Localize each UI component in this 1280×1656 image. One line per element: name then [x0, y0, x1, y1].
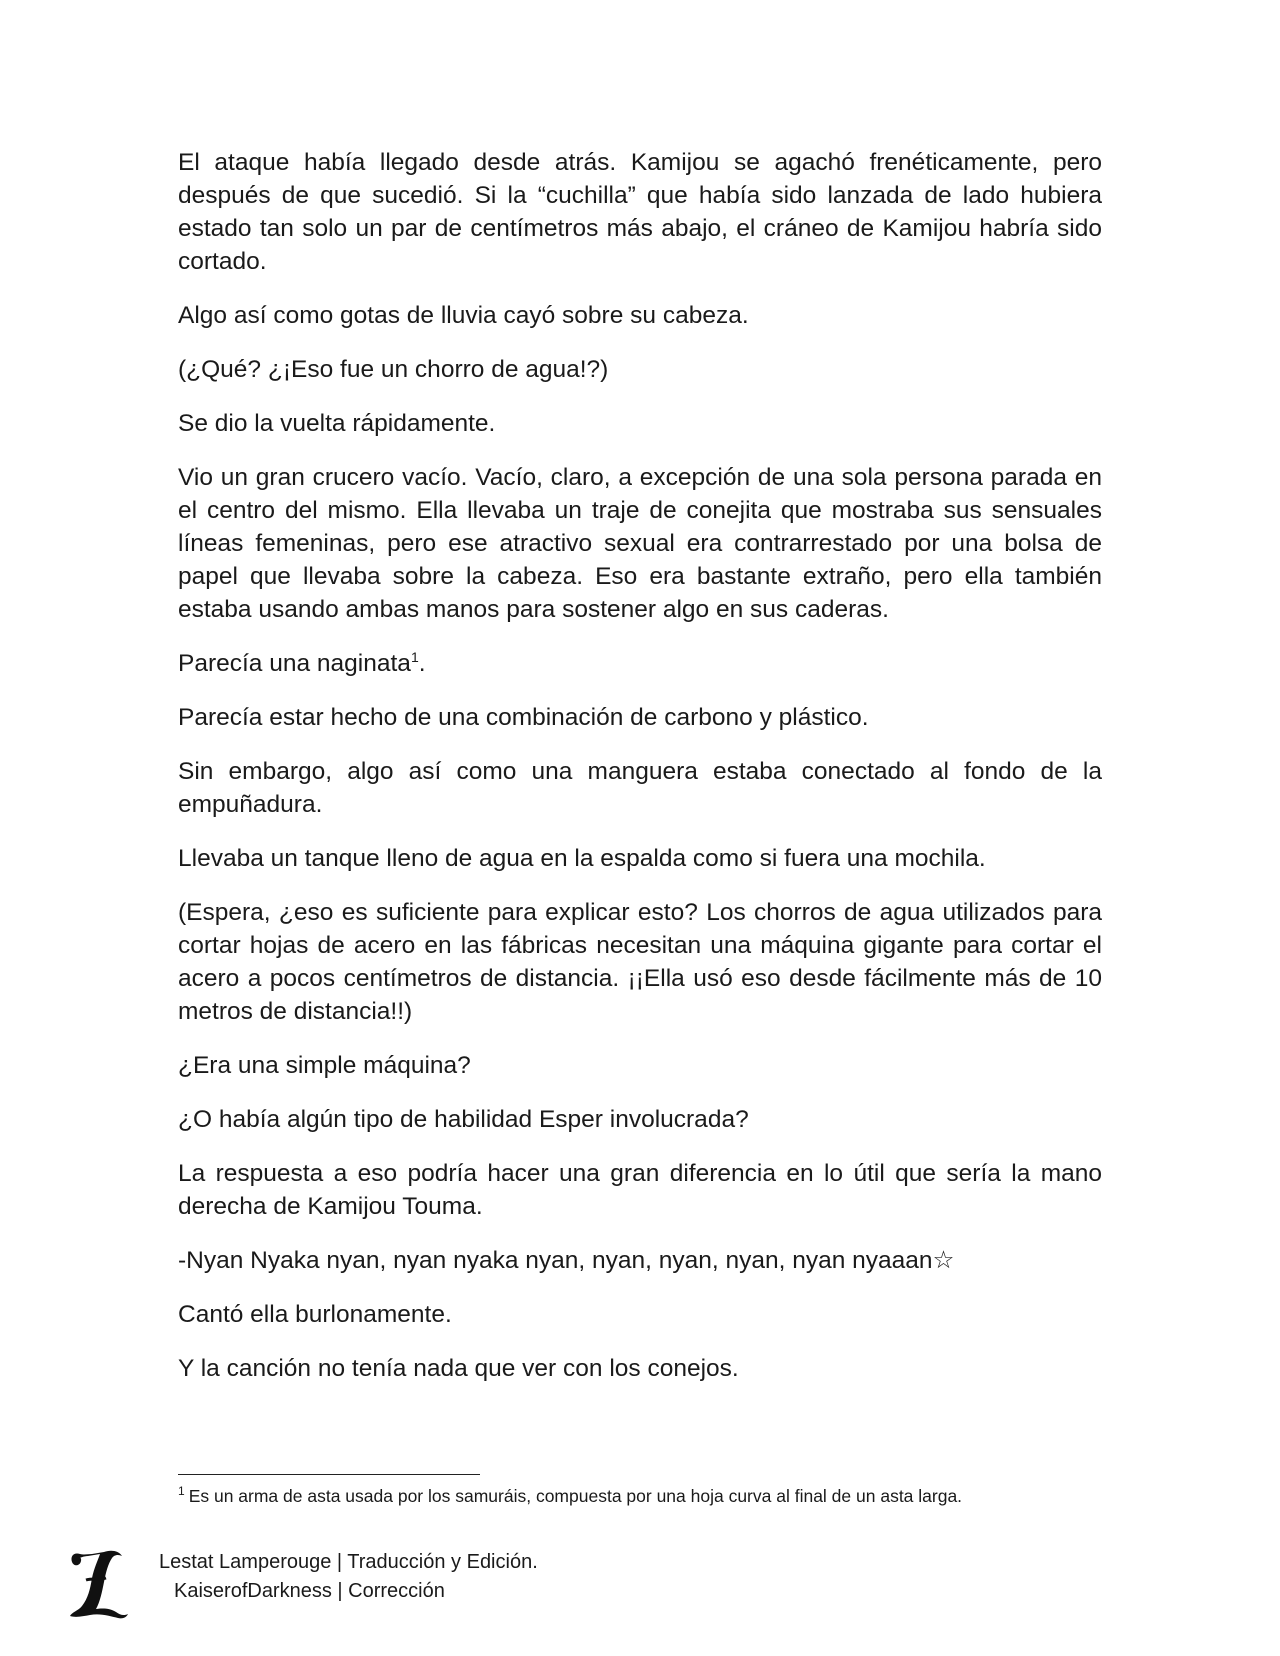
footnote-marker: 1: [178, 1484, 185, 1499]
credit-correction: KaiserofDarkness | Corrección: [174, 1580, 445, 1602]
paragraph: Parecía estar hecho de una combinación de carbono y plástico.: [178, 704, 869, 731]
paragraph: Algo así como gotas de lluvia cayó sobre su cabeza.: [178, 302, 749, 329]
credits: [159, 1548, 538, 1606]
paragraph: ¿Era una simple máquina?: [178, 1052, 471, 1079]
paragraph: Vio un gran crucero vacío. Vacío, claro, a excepción de una sola persona parada en el centro del mismo. Ella llevaba un traje de conejita que mostraba sus sensuales líneas femeninas, pero ese atractivo sexual era contrarrestado por una bolsa de papel que llevaba sobre la cabeza. Eso era bastante extraño, pero ella también estaba usando ambas manos para sostener algo en sus caderas.: [178, 464, 1102, 623]
paragraph: ¿O había algún tipo de habilidad Esper involucrada?: [178, 1106, 749, 1133]
paragraph: La respuesta a eso podría hacer una gran diferencia en lo útil que sería la mano derecha de Kamijou Touma.: [178, 1160, 1102, 1220]
footnote: [178, 1484, 1118, 1508]
paragraph: El ataque había llegado desde atrás. Kamijou se agachó frenéticamente, pero después de que sucedió. Si la “cuchilla” que había sido lanzada de lado hubiera estado tan solo un par de centímetros más abajo, el cráneo de Kamijou habría sido cortado.: [178, 149, 1102, 275]
paragraph: Sin embargo, algo así como una manguera estaba conectado al fondo de la empuñadura.: [178, 758, 1102, 818]
paragraph: Se dio la vuelta rápidamente.: [178, 410, 496, 437]
gothic-l-logo-icon: [66, 1546, 130, 1622]
paragraph: Llevaba un tanque lleno de agua en la espalda como si fuera una mochila.: [178, 845, 986, 872]
paragraph: Cantó ella burlonamente.: [178, 1301, 452, 1328]
footnote-separator: [178, 1474, 480, 1475]
naginata-text: Parecía una naginata: [178, 650, 411, 677]
paragraph: -Nyan Nyaka nyan, nyan nyaka nyan, nyan, nyan, nyan, nyan nyaaan☆: [178, 1247, 955, 1274]
credit-translation: Lestat Lamperouge | Traducción y Edición.: [159, 1551, 538, 1573]
footnote-text: Es un arma de asta usada por los samuráis, compuesta por una hoja curva al final de un asta larga.: [188, 1486, 963, 1506]
paragraph: (Espera, ¿eso es suficiente para explicar esto? Los chorros de agua utilizados para cortar hojas de acero en las fábricas necesitan una máquina gigante para cortar el acero a pocos centímetros de distancia. ¡¡Ella usó eso desde fácilmente más de 10 metros de distancia!!): [178, 899, 1102, 1025]
paragraph: Y la canción no tenía nada que ver con los conejos.: [178, 1355, 739, 1382]
footnote-reference[interactable]: 1: [410, 648, 419, 665]
page-body: [178, 146, 1102, 1406]
paragraph-with-footnote: [178, 647, 1102, 680]
paragraph: (¿Qué? ¿¡Eso fue un chorro de agua!?): [178, 356, 609, 383]
naginata-period: .: [418, 650, 426, 677]
